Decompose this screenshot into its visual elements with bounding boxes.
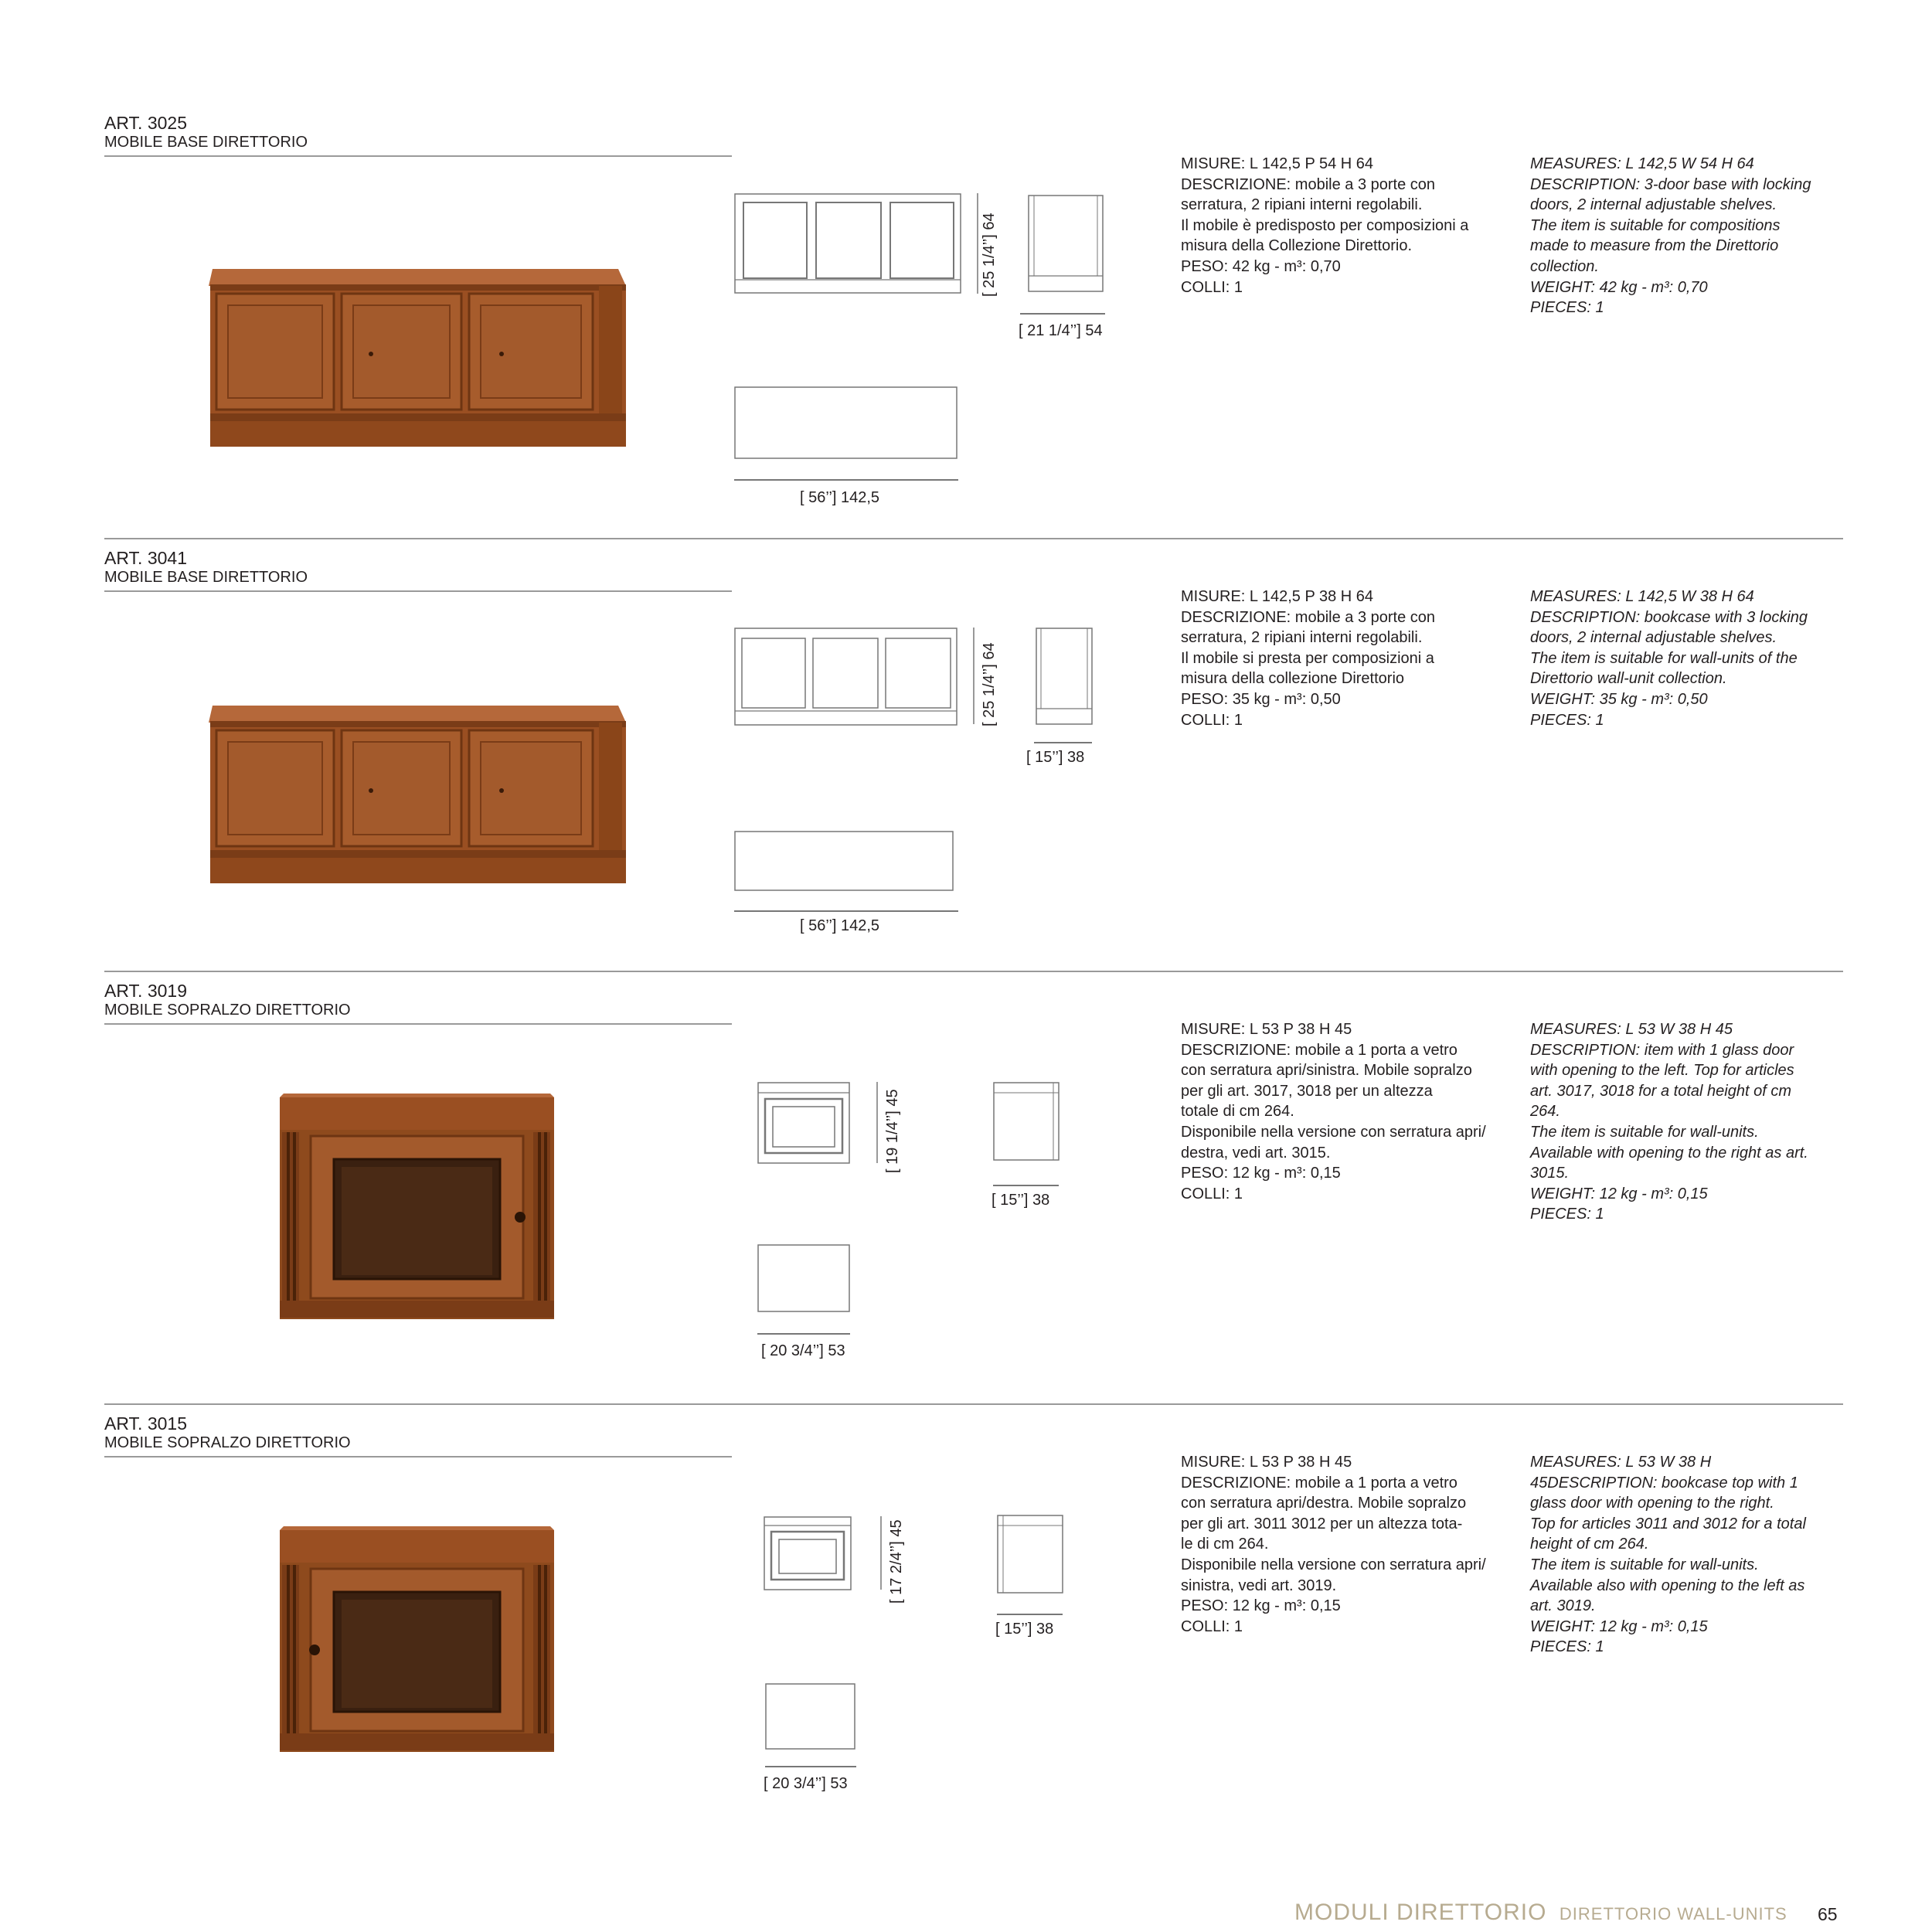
height-dimension-label: [ 19 1/4’’] 45 (884, 1089, 901, 1173)
article-subtitle: MOBILE SOPRALZO DIRETTORIO (104, 1002, 351, 1019)
side-view-drawing (993, 1082, 1063, 1163)
side-view-drawing (1036, 628, 1097, 726)
article-subtitle: MOBILE BASE DIRETTORIO (104, 134, 308, 151)
height-dimension-label: [ 17 2/4’’] 45 (888, 1519, 905, 1604)
product-photo (209, 699, 630, 900)
section-divider (104, 538, 1843, 539)
front-view-drawing (757, 1082, 854, 1167)
width-dimension-line (734, 910, 958, 912)
article-number: ART. 3019 (104, 981, 187, 1001)
width-dimension-label: [ 20 3/4’’] 53 (761, 1342, 845, 1359)
description-italian: MISURE: L 142,5 P 54 H 64 DESCRIZIONE: mobile a 3 porte con serratura, 2 ripiani interni regolabili. Il mobile è predisposto per composizioni a misura della Collezione Direttorio. PESO: 42 kg - m³: 0,70 COLLI: 1 (1181, 155, 1469, 296)
article-number: ART. 3041 (104, 548, 187, 568)
depth-dimension-line (1034, 742, 1092, 743)
side-view-drawing (1028, 195, 1105, 294)
description-italian: MISURE: L 53 P 38 H 45 DESCRIZIONE: mobile a 1 porta a vetro con serratura apri/destra. Mobile sopralzo per gli art. 3011 3012 per un altezza tota- le di cm 264. Disponibile nella versione con serratura apri/ sinistra, vedi art. 3019. PESO: 12 kg - m³: 0,15 COLLI: 1 (1181, 1454, 1486, 1635)
description-italian: MISURE: L 53 P 38 H 45 DESCRIZIONE: mobile a 1 porta a vetro con serratura apri/sinistra. Mobile sopralzo per gli art. 3017, 3018 per un altezza totale di cm 264. Disponibile nella versione con serratura apri/ destra, vedi art. 3015. PESO: 12 kg - m³: 0,15 COLLI: 1 (1181, 1021, 1486, 1202)
description-italian: MISURE: L 142,5 P 38 H 64 DESCRIZIONE: mobile a 3 porte con serratura, 2 ripiani interni regolabili. Il mobile si presta per composizioni a misura della collezione Direttorio PESO: 35 kg - m³: 0,50 COLLI: 1 (1181, 588, 1436, 729)
article-subtitle: MOBILE BASE DIRETTORIO (104, 569, 308, 586)
width-dimension-line (757, 1333, 850, 1335)
depth-dimension-label: [ 15’’] 38 (995, 1621, 1054, 1638)
depth-dimension-line (993, 1185, 1059, 1186)
height-dimension-line (877, 1516, 885, 1594)
top-view-drawing (757, 1244, 854, 1318)
top-view-drawing (734, 386, 966, 464)
section-divider (104, 1403, 1843, 1405)
width-dimension-label: [ 56’’] 142,5 (800, 917, 880, 934)
height-dimension-line (970, 628, 978, 728)
depth-dimension-line (1020, 313, 1105, 315)
description-english: MEASURES: L 53 W 38 H 45DESCRIPTION: bookcase top with 1 glass door with opening to the right. Top for articles 3011 and 3012 for a total height of cm 264. The item is suitable for wall-units. Available also with opening to the left as art. 3019. WEIGHT: 12 kg - m³: 0,15 PIECES: 1 (1530, 1454, 1806, 1656)
footer-subtitle: DIRETTORIO WALL-UNITS (1559, 1904, 1787, 1923)
side-view-drawing (997, 1515, 1066, 1596)
section-rule (104, 1456, 732, 1458)
width-dimension-label: [ 56’’] 142,5 (800, 489, 880, 506)
height-dimension-line (873, 1082, 881, 1167)
top-view-drawing (765, 1683, 862, 1757)
height-dimension-label: [ 25 1/4’’] 64 (981, 213, 998, 297)
description-english: MEASURES: L 142,5 W 54 H 64 DESCRIPTION: 3-door base with locking doors, 2 internal adjustable shelves. The item is suitable for compositions made to measure from the Direttorio collection. WEIGHT: 42 kg - m³: 0,70 PIECES: 1 (1530, 155, 1811, 317)
page-footer (1294, 1900, 1787, 1926)
section-rule (104, 590, 732, 592)
depth-dimension-line (997, 1614, 1063, 1615)
width-dimension-label: [ 20 3/4’’] 53 (764, 1775, 848, 1792)
front-view-drawing (734, 193, 966, 298)
section-rule (104, 155, 732, 157)
description-english: MEASURES: L 53 W 38 H 45 DESCRIPTION: item with 1 glass door with opening to the left. Top for articles art. 3017, 3018 for a total height of cm 264. The item is suitable for wall-units. Available with opening to the right as art. 3015. WEIGHT: 12 kg - m³: 0,15 PIECES: 1 (1530, 1021, 1808, 1223)
article-number: ART. 3015 (104, 1413, 187, 1434)
depth-dimension-label: [ 15’’] 38 (1026, 749, 1085, 766)
width-dimension-line (765, 1766, 856, 1767)
page-number: 65 (1818, 1904, 1838, 1924)
front-view-drawing (764, 1516, 856, 1594)
top-view-drawing (734, 831, 966, 896)
width-dimension-line (734, 479, 958, 481)
front-view-drawing (734, 628, 966, 728)
section-divider (104, 971, 1843, 972)
product-photo (209, 263, 630, 464)
article-subtitle: MOBILE SOPRALZO DIRETTORIO (104, 1434, 351, 1451)
description-english: MEASURES: L 142,5 W 38 H 64 DESCRIPTION: bookcase with 3 locking doors, 2 internal adjustable shelves. The item is suitable for wall-units of the Direttorio wall-unit collection. WEIGHT: 35 kg - m³: 0,50 PIECES: 1 (1530, 588, 1808, 729)
product-photo (276, 1526, 558, 1762)
article-number: ART. 3025 (104, 113, 187, 133)
section-rule (104, 1023, 732, 1025)
depth-dimension-label: [ 21 1/4’’] 54 (1019, 322, 1103, 339)
product-photo (276, 1094, 558, 1329)
depth-dimension-label: [ 15’’] 38 (992, 1192, 1050, 1209)
footer-title: MODULI DIRETTORIO (1294, 1900, 1547, 1925)
height-dimension-label: [ 25 1/4’’] 64 (981, 642, 998, 726)
